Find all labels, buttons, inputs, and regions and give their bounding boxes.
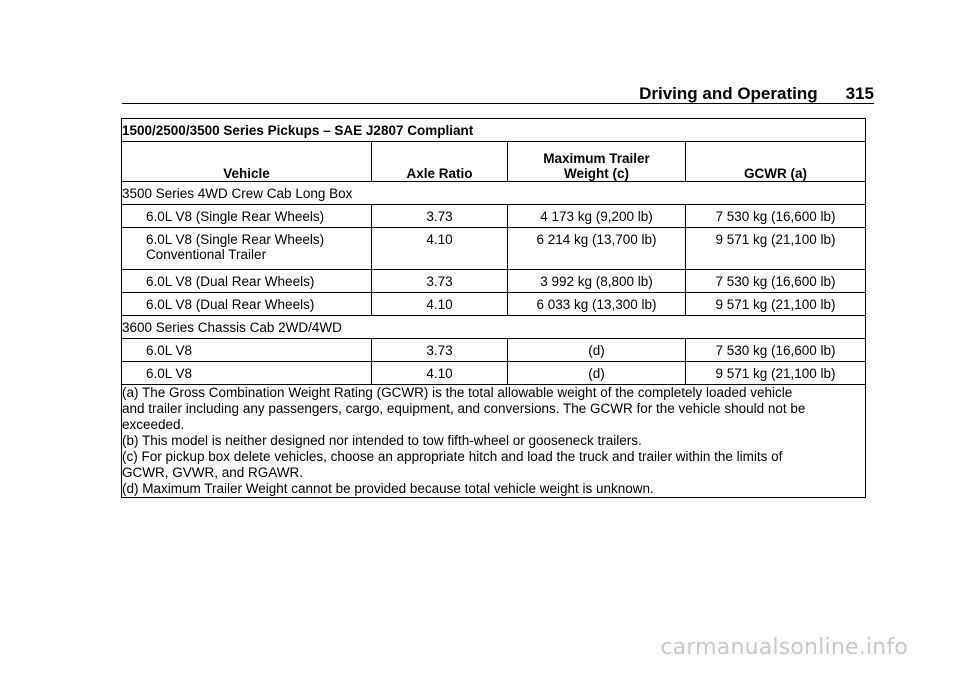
cell-axle: 3.73 xyxy=(372,339,508,362)
footnote-line: (d) Maximum Trailer Weight cannot be provided because total vehicle weight is unknown. xyxy=(122,481,654,496)
footnote-line: (a) The Gross Combination Weight Rating (GCWR) is the total allowable weight of the completely loaded vehicle xyxy=(122,385,793,400)
cell-gcwr: 7 530 kg (16,600 lb) xyxy=(686,270,866,293)
cell-axle: 4.10 xyxy=(372,228,508,270)
table-row xyxy=(122,205,866,228)
cell-vehicle xyxy=(122,228,372,270)
table-title: 1500/2500/3500 Series Pickups – SAE J2807 Compliant xyxy=(122,119,866,142)
cell-max-trailer: 3 992 kg (8,800 lb) xyxy=(508,270,686,293)
section-title: Driving and Operating xyxy=(639,84,818,103)
notes-row xyxy=(122,385,866,498)
header-rule xyxy=(122,103,874,104)
cell-max-trailer: (d) xyxy=(508,339,686,362)
cell-axle: 4.10 xyxy=(372,362,508,385)
cell-max-trailer: (d) xyxy=(508,362,686,385)
cell-axle: 3.73 xyxy=(372,270,508,293)
col-header-max-trailer-line1: Maximum Trailer xyxy=(543,151,650,166)
col-header-max-trailer-line2: Weight (c) xyxy=(564,166,629,181)
table-row xyxy=(122,293,866,316)
watermark: carmanualsonline.info xyxy=(660,635,908,660)
group-label: 3500 Series 4WD Crew Cab Long Box xyxy=(122,182,866,205)
towing-spec-table xyxy=(121,118,866,498)
cell-vehicle: 6.0L V8 (Dual Rear Wheels) xyxy=(122,270,372,293)
col-header-axle-ratio: Axle Ratio xyxy=(372,142,508,182)
group-row xyxy=(122,316,866,339)
cell-axle: 4.10 xyxy=(372,293,508,316)
cell-vehicle: 6.0L V8 (Single Rear Wheels) xyxy=(122,205,372,228)
group-label: 3600 Series Chassis Cab 2WD/4WD xyxy=(122,316,866,339)
cell-gcwr: 7 530 kg (16,600 lb) xyxy=(686,339,866,362)
footnote-line: (c) For pickup box delete vehicles, choose an appropriate hitch and load the truck and trailer within the limits of xyxy=(122,449,783,464)
table-row xyxy=(122,270,866,293)
cell-vehicle: 6.0L V8 xyxy=(122,339,372,362)
col-header-max-trailer xyxy=(508,142,686,182)
table-header-row xyxy=(122,142,866,182)
cell-gcwr: 9 571 kg (21,100 lb) xyxy=(686,293,866,316)
cell-gcwr: 9 571 kg (21,100 lb) xyxy=(686,362,866,385)
cell-gcwr: 9 571 kg (21,100 lb) xyxy=(686,228,866,270)
cell-gcwr: 7 530 kg (16,600 lb) xyxy=(686,205,866,228)
footnote-line: exceeded. xyxy=(122,417,185,432)
cell-vehicle: 6.0L V8 (Dual Rear Wheels) xyxy=(122,293,372,316)
group-row xyxy=(122,182,866,205)
cell-axle: 3.73 xyxy=(372,205,508,228)
cell-vehicle-line2: Conventional Trailer xyxy=(146,247,267,262)
cell-max-trailer: 6 033 kg (13,300 lb) xyxy=(508,293,686,316)
page-number: 315 xyxy=(845,84,874,103)
cell-max-trailer: 4 173 kg (9,200 lb) xyxy=(508,205,686,228)
table-row xyxy=(122,228,866,270)
table-row xyxy=(122,339,866,362)
cell-vehicle: 6.0L V8 xyxy=(122,362,372,385)
cell-max-trailer: 6 214 kg (13,700 lb) xyxy=(508,228,686,270)
cell-vehicle-line1: 6.0L V8 (Single Rear Wheels) xyxy=(146,232,325,247)
footnote-line: GCWR, GVWR, and RGAWR. xyxy=(122,465,304,480)
footnote-line: and trailer including any passengers, cargo, equipment, and conversions. The GCWR for the vehicle should not be xyxy=(122,401,806,416)
col-header-gcwr: GCWR (a) xyxy=(686,142,866,182)
col-header-vehicle: Vehicle xyxy=(122,142,372,182)
page-header xyxy=(122,84,874,102)
footnote-line: (b) This model is neither designed nor intended to tow fifth-wheel or gooseneck trailers. xyxy=(122,433,642,448)
table-row xyxy=(122,362,866,385)
table-title-row xyxy=(122,119,866,142)
footnotes xyxy=(122,385,866,498)
